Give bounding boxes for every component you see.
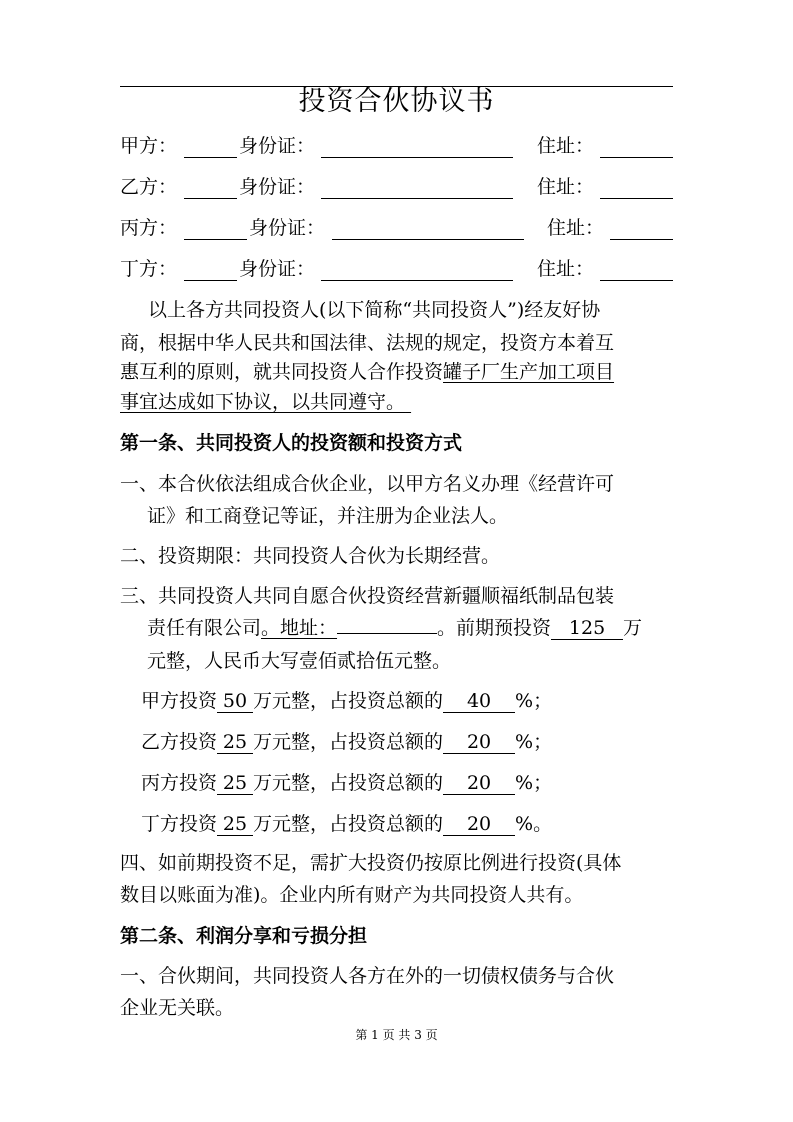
id-label: 身份证： — [249, 217, 326, 239]
intro-text: 惠互利的原则，就共同投资人合作投资 — [120, 361, 444, 383]
share-row-d: 丁方投资 25 万元整，占投资总额的 20 %。 — [141, 813, 553, 835]
article-1-item-2: 二、投资期限：共同投资人合伙为长期经营。 — [120, 545, 501, 567]
address-label: 住址： — [537, 176, 595, 198]
id-label: 身份证： — [239, 135, 316, 157]
article-1-item-3: 三、共同投资人共同自愿合伙投资经营新疆顺福纸制品包装 — [120, 585, 615, 607]
address-blank[interactable] — [600, 197, 673, 199]
party-name-blank[interactable] — [184, 156, 237, 158]
share-percent: 20 — [443, 731, 515, 754]
article-1-item-1-cont: 证》和工商登记等证，并注册为企业法人。 — [147, 505, 509, 527]
party-name-blank[interactable] — [184, 238, 247, 240]
party-name: 乙方： — [120, 176, 178, 198]
id-blank[interactable] — [321, 279, 513, 281]
id-label: 身份证： — [239, 176, 316, 198]
intro-line: 以上各方共同投资人(以下简称“共同投资人”)经友好协 — [148, 299, 601, 321]
share-percent: 40 — [443, 690, 515, 713]
address-label: 住址： — [537, 258, 595, 280]
article-2-heading: 第二条、利润分享和亏损分担 — [120, 925, 368, 947]
article-2-item-1-cont: 企业无关联。 — [120, 997, 235, 1019]
company-name: 责任有限公司 — [147, 617, 262, 639]
address-blank[interactable] — [610, 238, 673, 240]
pre-investment-label: 。前期预投资 — [437, 617, 552, 639]
share-percent: 20 — [443, 772, 515, 795]
project-name: 罐子厂生产加工项目 — [443, 361, 615, 383]
party-name: 甲方： — [120, 135, 178, 157]
address-label: 住址： — [537, 135, 595, 157]
address-blank[interactable] — [600, 279, 673, 281]
unit-text: 万 — [623, 617, 643, 639]
id-blank[interactable] — [332, 238, 524, 240]
article-1-item-3-cont: 元整，人民币大写壹佰贰拾伍元整。 — [147, 650, 452, 672]
share-amount: 50 — [217, 690, 253, 713]
intro-line — [120, 389, 675, 415]
share-amount: 25 — [217, 813, 253, 836]
share-amount: 25 — [217, 772, 253, 795]
article-1-item-1: 一、本合伙依法组成合伙企业，以甲方名义办理《经营许可 — [120, 473, 615, 495]
address-blank[interactable] — [337, 633, 437, 634]
article-1-item-4-cont: 数目以账面为准)。企业内所有财产为共同投资人共有。 — [120, 884, 584, 906]
article-2-item-1: 一、合伙期间，共同投资人各方在外的一切债权债务与合伙 — [120, 965, 615, 987]
id-label: 身份证： — [239, 258, 316, 280]
intro-line: 商，根据中华人民共和国法律、法规的规定，投资方本着互 — [120, 332, 615, 354]
intro-line — [120, 359, 675, 385]
id-blank[interactable] — [321, 156, 513, 158]
share-amount: 25 — [217, 731, 253, 754]
address-label: 住址： — [547, 217, 605, 239]
article-1-item-4: 四、如前期投资不足，需扩大投资仍按原比例进行投资(具体 — [120, 852, 622, 874]
share-row-b: 乙方投资 25 万元整，占投资总额的 20 %； — [141, 731, 553, 753]
id-blank[interactable] — [321, 197, 513, 199]
pre-investment-amount: 125 — [551, 617, 623, 640]
party-name-blank[interactable] — [184, 279, 237, 281]
article-1-heading: 第一条、共同投资人的投资额和投资方式 — [120, 432, 463, 454]
intro-text: 事宜达成如下协议，以共同遵守。 — [120, 391, 406, 413]
document-title: 投资合伙协议书 — [298, 86, 495, 117]
share-row-a: 甲方投资 50 万元整，占投资总额的 40 %； — [141, 690, 553, 712]
article-1-item-3-cont — [147, 615, 702, 641]
share-percent: 20 — [443, 813, 515, 836]
party-name-blank[interactable] — [184, 197, 237, 199]
share-row-c: 丙方投资 25 万元整，占投资总额的 20 %； — [141, 772, 553, 794]
party-name: 丁方： — [120, 258, 178, 280]
address-blank[interactable] — [600, 156, 673, 158]
page-number: 第 1 页 共 3 页 — [355, 1028, 438, 1042]
party-name: 丙方： — [120, 217, 178, 239]
address-text: 。地址： — [261, 617, 338, 639]
